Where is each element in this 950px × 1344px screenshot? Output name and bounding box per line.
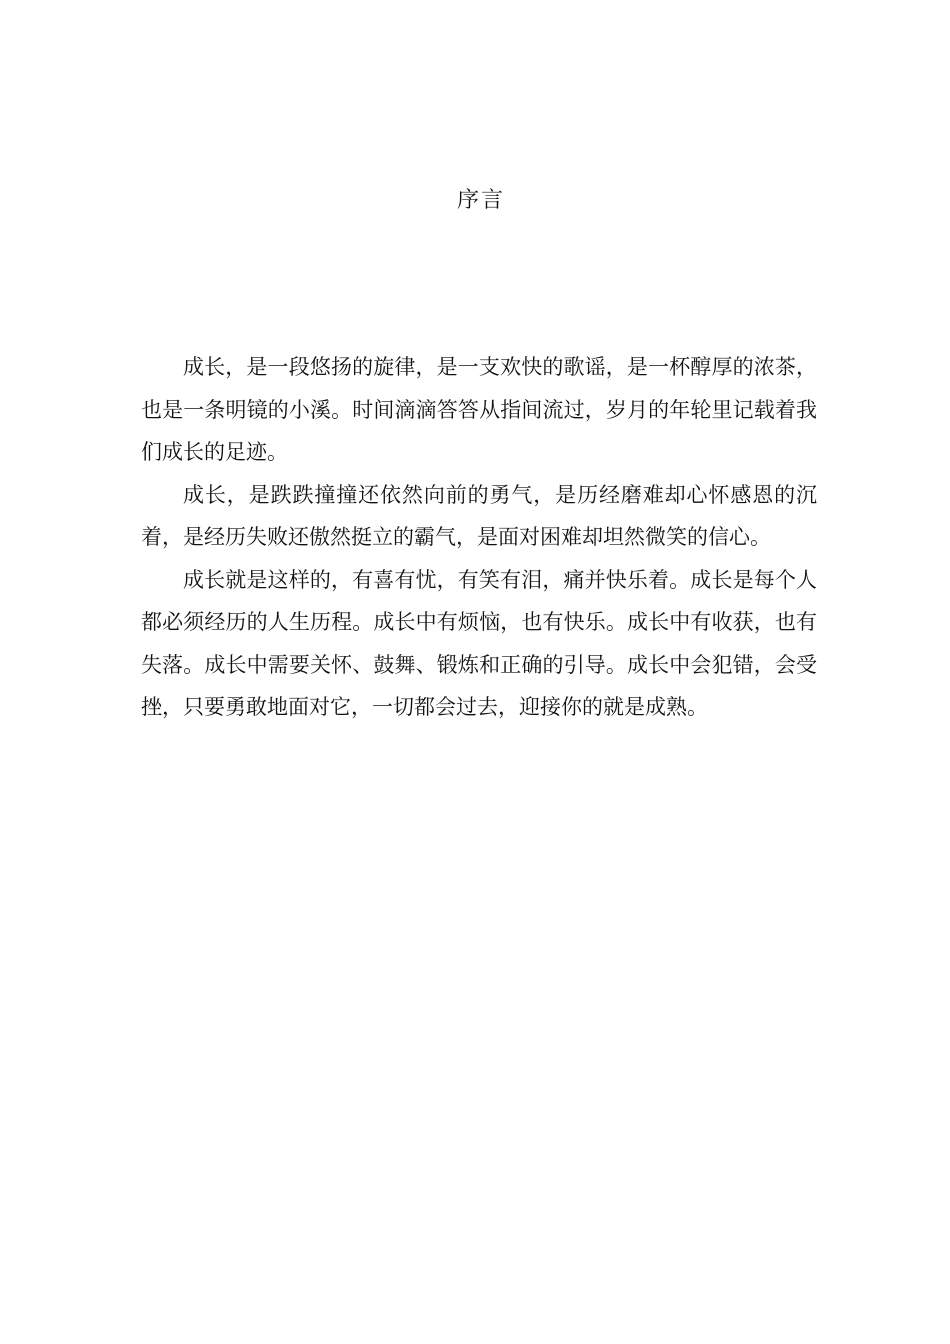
paragraph-1: 成长，是一段悠扬的旋律，是一支欢快的歌谣，是一杯醇厚的浓茶，也是一条明镜的小溪。时间滴滴答答从指间流过，岁月的年轮里记载着我们成长的足迹。 bbox=[141, 355, 817, 464]
page-title: 序言 bbox=[456, 187, 505, 213]
paragraph-2: 成长，是跌跌撞撞还依然向前的勇气，是历经磨难却心怀感恩的沉着，是经历失败还傲然挺立的霸气，是面对困难却坦然微笑的信心。 bbox=[141, 482, 817, 549]
paragraph-3: 成长就是这样的，有喜有忧，有笑有泪，痛并快乐着。成长是每个人都必须经历的人生历程。成长中有烦恼，也有快乐。成长中有收获，也有失落。成长中需要关怀、鼓舞、锻炼和正确的引导。成长中会犯错，会受挫，只要勇敢地面对它，一切都会过去，迎接你的就是成熟。 bbox=[141, 567, 817, 719]
document-body bbox=[141, 346, 817, 729]
